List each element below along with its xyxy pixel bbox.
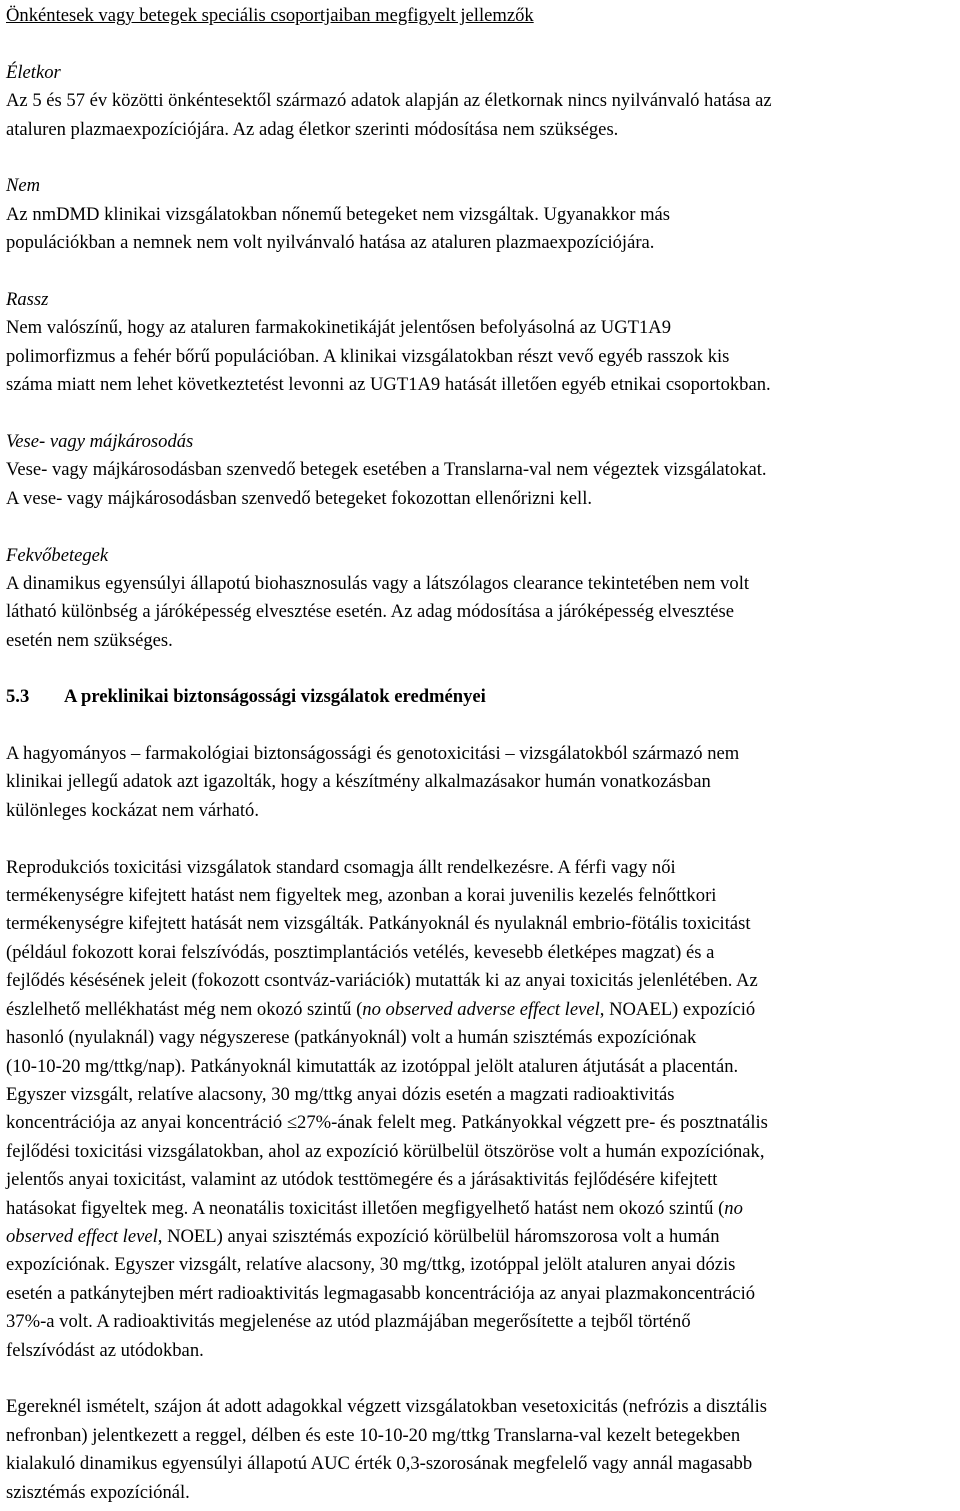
text-line: A hagyományos – farmakológiai biztonságossági és genotoxicitási – vizsgálatokból származó nem xyxy=(6,743,740,765)
text-line: Nem valószínű, hogy az ataluren farmakokinetikáját jelentősen befolyásolná az UGT1A9 xyxy=(6,317,672,339)
text-line: látható különbség a járóképesség elvesztése esetén. Az adag módosítása a járóképesség elvesztése xyxy=(6,601,734,623)
text-line: fejlődési toxicitási vizsgálatokban, ahol az expozíció körülbelül ötszöröse volt a humán expozíciónak, xyxy=(6,1140,765,1162)
text-line xyxy=(6,996,958,1024)
text-line: populációkban a nemnek nem volt nyilvánvaló hatása az ataluren plazmaexpozíciójára. xyxy=(6,232,655,254)
text-line: polimorfizmus a fehér bőrű populációban. A klinikai vizsgálatokban részt vevő egyéb rasszok kis xyxy=(6,345,730,367)
section-renal-hepatic xyxy=(6,428,958,513)
text-line: 37%-a volt. A radioaktivitás megjelenése az utód plazmájában megerősítette a tejből történő xyxy=(6,1311,691,1333)
term-noel-start: no xyxy=(724,1197,743,1219)
paragraph-reproductive-toxicity xyxy=(6,854,958,1365)
section-heading-bedridden: Fekvőbetegek xyxy=(6,544,109,566)
text-line: jelentős anyai toxicitást, valamint az utódok testtömegére és a járásaktivitás fejlődésére kifejtett xyxy=(6,1169,718,1191)
text-line: (10-10-20 mg/ttkg/nap). Patkányoknál kimutatták az izotóppal jelölt ataluren átjutását a placentán. xyxy=(6,1055,739,1077)
text-line: fejlődés késésének jeleit (fokozott csontváz-variációk) mutatták ki az anyai toxicitás jelenlétében. Az xyxy=(6,970,758,992)
text-line: esetén a patkánytejben mért radioaktivitás legmagasabb koncentrációja az anyai plazmakoncentráció xyxy=(6,1282,756,1304)
text-line xyxy=(6,1223,958,1251)
section-heading-renal-hepatic: Vese- vagy májkárosodás xyxy=(6,431,194,453)
text-line: A vese- vagy májkárosodásban szenvedő betegeket fokozottan ellenőrizni kell. xyxy=(6,487,593,509)
text-line: koncentrációja az anyai koncentráció ≤27%-ának felelt meg. Patkányokkal végzett pre- és posztnatális xyxy=(6,1112,768,1134)
text-line: termékenységre kifejtett hatását nem vizsgálták. Patkányoknál és nyulaknál embrio-fötális toxicitást xyxy=(6,913,751,935)
section-sex xyxy=(6,172,958,257)
document-page xyxy=(6,2,958,1507)
section-heading-sex: Nem xyxy=(6,175,41,197)
section-number: 5.3 xyxy=(6,686,30,708)
text-span: hatásokat figyeltek meg. A neonatális toxicitást illetően megfigyelhető hatást nem okozó szintű ( xyxy=(6,1197,725,1219)
text-line xyxy=(6,1195,958,1223)
text-line: Az 5 és 57 év közötti önkéntesektől származó adatok alapján az életkornak nincs nyilvánvaló hatása az xyxy=(6,90,772,112)
text-line: klinikai jellegű adatok azt igazolták, hogy a készítmény alkalmazásakor humán vonatkozásban xyxy=(6,771,711,793)
paragraph-preclinical-safety xyxy=(6,740,958,825)
text-line: nefronban) jelentkezett a reggel, délben és este 10-10-20 mg/ttkg Translarna-val kezelt betegekben xyxy=(6,1424,741,1446)
text-line: termékenységre kifejtett hatást nem figyeltek meg, azonban a korai juvenilis kezelés felnőttkori xyxy=(6,885,717,907)
section-heading-5-3 xyxy=(6,683,958,711)
section-heading-race: Rassz xyxy=(6,289,49,311)
text-span: , NOAEL) expozíció xyxy=(599,998,756,1020)
text-line: A dinamikus egyensúlyi állapotú biohasznosulás vagy a látszólagos clearance tekintetében nem volt xyxy=(6,573,750,595)
text-line: hasonló (nyulaknál) vagy négyszerese (patkányoknál) volt a humán szisztémás expozíciónak xyxy=(6,1027,697,1049)
text-span: , NOEL) anyai szisztémás expozíció körülbelül háromszorosa volt a humán xyxy=(157,1225,720,1247)
term-noael: no observed adverse effect level xyxy=(362,998,600,1020)
text-line: Az nmDMD klinikai vizsgálatokban nőnemű betegeket nem vizsgáltak. Ugyanakkor más xyxy=(6,203,671,225)
paragraph-renal-toxicity xyxy=(6,1393,958,1507)
text-line: különleges kockázat nem várható. xyxy=(6,799,259,821)
text-line: kialakuló dinamikus egyensúlyi állapotú AUC érték 0,3-szorosának megfelelő vagy annál magasabb xyxy=(6,1453,753,1475)
term-noel: observed effect level xyxy=(6,1225,158,1247)
text-line: Egereknél ismételt, szájon át adott adagokkal végzett vizsgálatokban vesetoxicitás (nefrózis a disztális xyxy=(6,1396,768,1418)
text-span: észlelhető mellékhatást még nem okozó szintű ( xyxy=(6,998,363,1020)
page-title: Önkéntesek vagy betegek speciális csoportjaiban megfigyelt jellemzők xyxy=(6,5,534,26)
text-line: (például fokozott korai felszívódás, posztimplantációs vetélés, kevesebb életképes magzat) és a xyxy=(6,941,715,963)
section-age xyxy=(6,59,958,144)
section-title: A preklinikai biztonságossági vizsgálatok eredményei xyxy=(64,686,486,708)
text-line: felszívódást az utódokban. xyxy=(6,1339,204,1361)
text-line: Egyszer vizsgált, relatíve alacsony, 30 mg/ttkg anyai dózis esetén a magzati radioaktivitás xyxy=(6,1083,675,1105)
text-line: száma miatt nem lehet következtetést levonni az UGT1A9 hatását illetően egyéb etnikai csoportokban. xyxy=(6,374,771,396)
text-line: expozíciónak. Egyszer vizsgált, relatíve alacsony, 30 mg/ttkg, izotóppal jelölt ataluren anyai dózis xyxy=(6,1254,736,1276)
section-heading-age: Életkor xyxy=(6,61,61,83)
section-race xyxy=(6,286,958,400)
text-line: esetén nem szükséges. xyxy=(6,629,173,651)
text-line: ataluren plazmaexpozíciójára. Az adag életkor szerinti módosítása nem szükséges. xyxy=(6,118,619,140)
text-line: Reprodukciós toxicitási vizsgálatok standard csomagja állt rendelkezésre. A férfi vagy női xyxy=(6,856,676,878)
section-bedridden xyxy=(6,542,958,656)
text-line: Vese- vagy májkárosodásban szenvedő betegek esetében a Translarna-val nem végeztek vizsgálatokat. xyxy=(6,459,767,481)
text-line: szisztémás expozíciónál. xyxy=(6,1481,190,1503)
